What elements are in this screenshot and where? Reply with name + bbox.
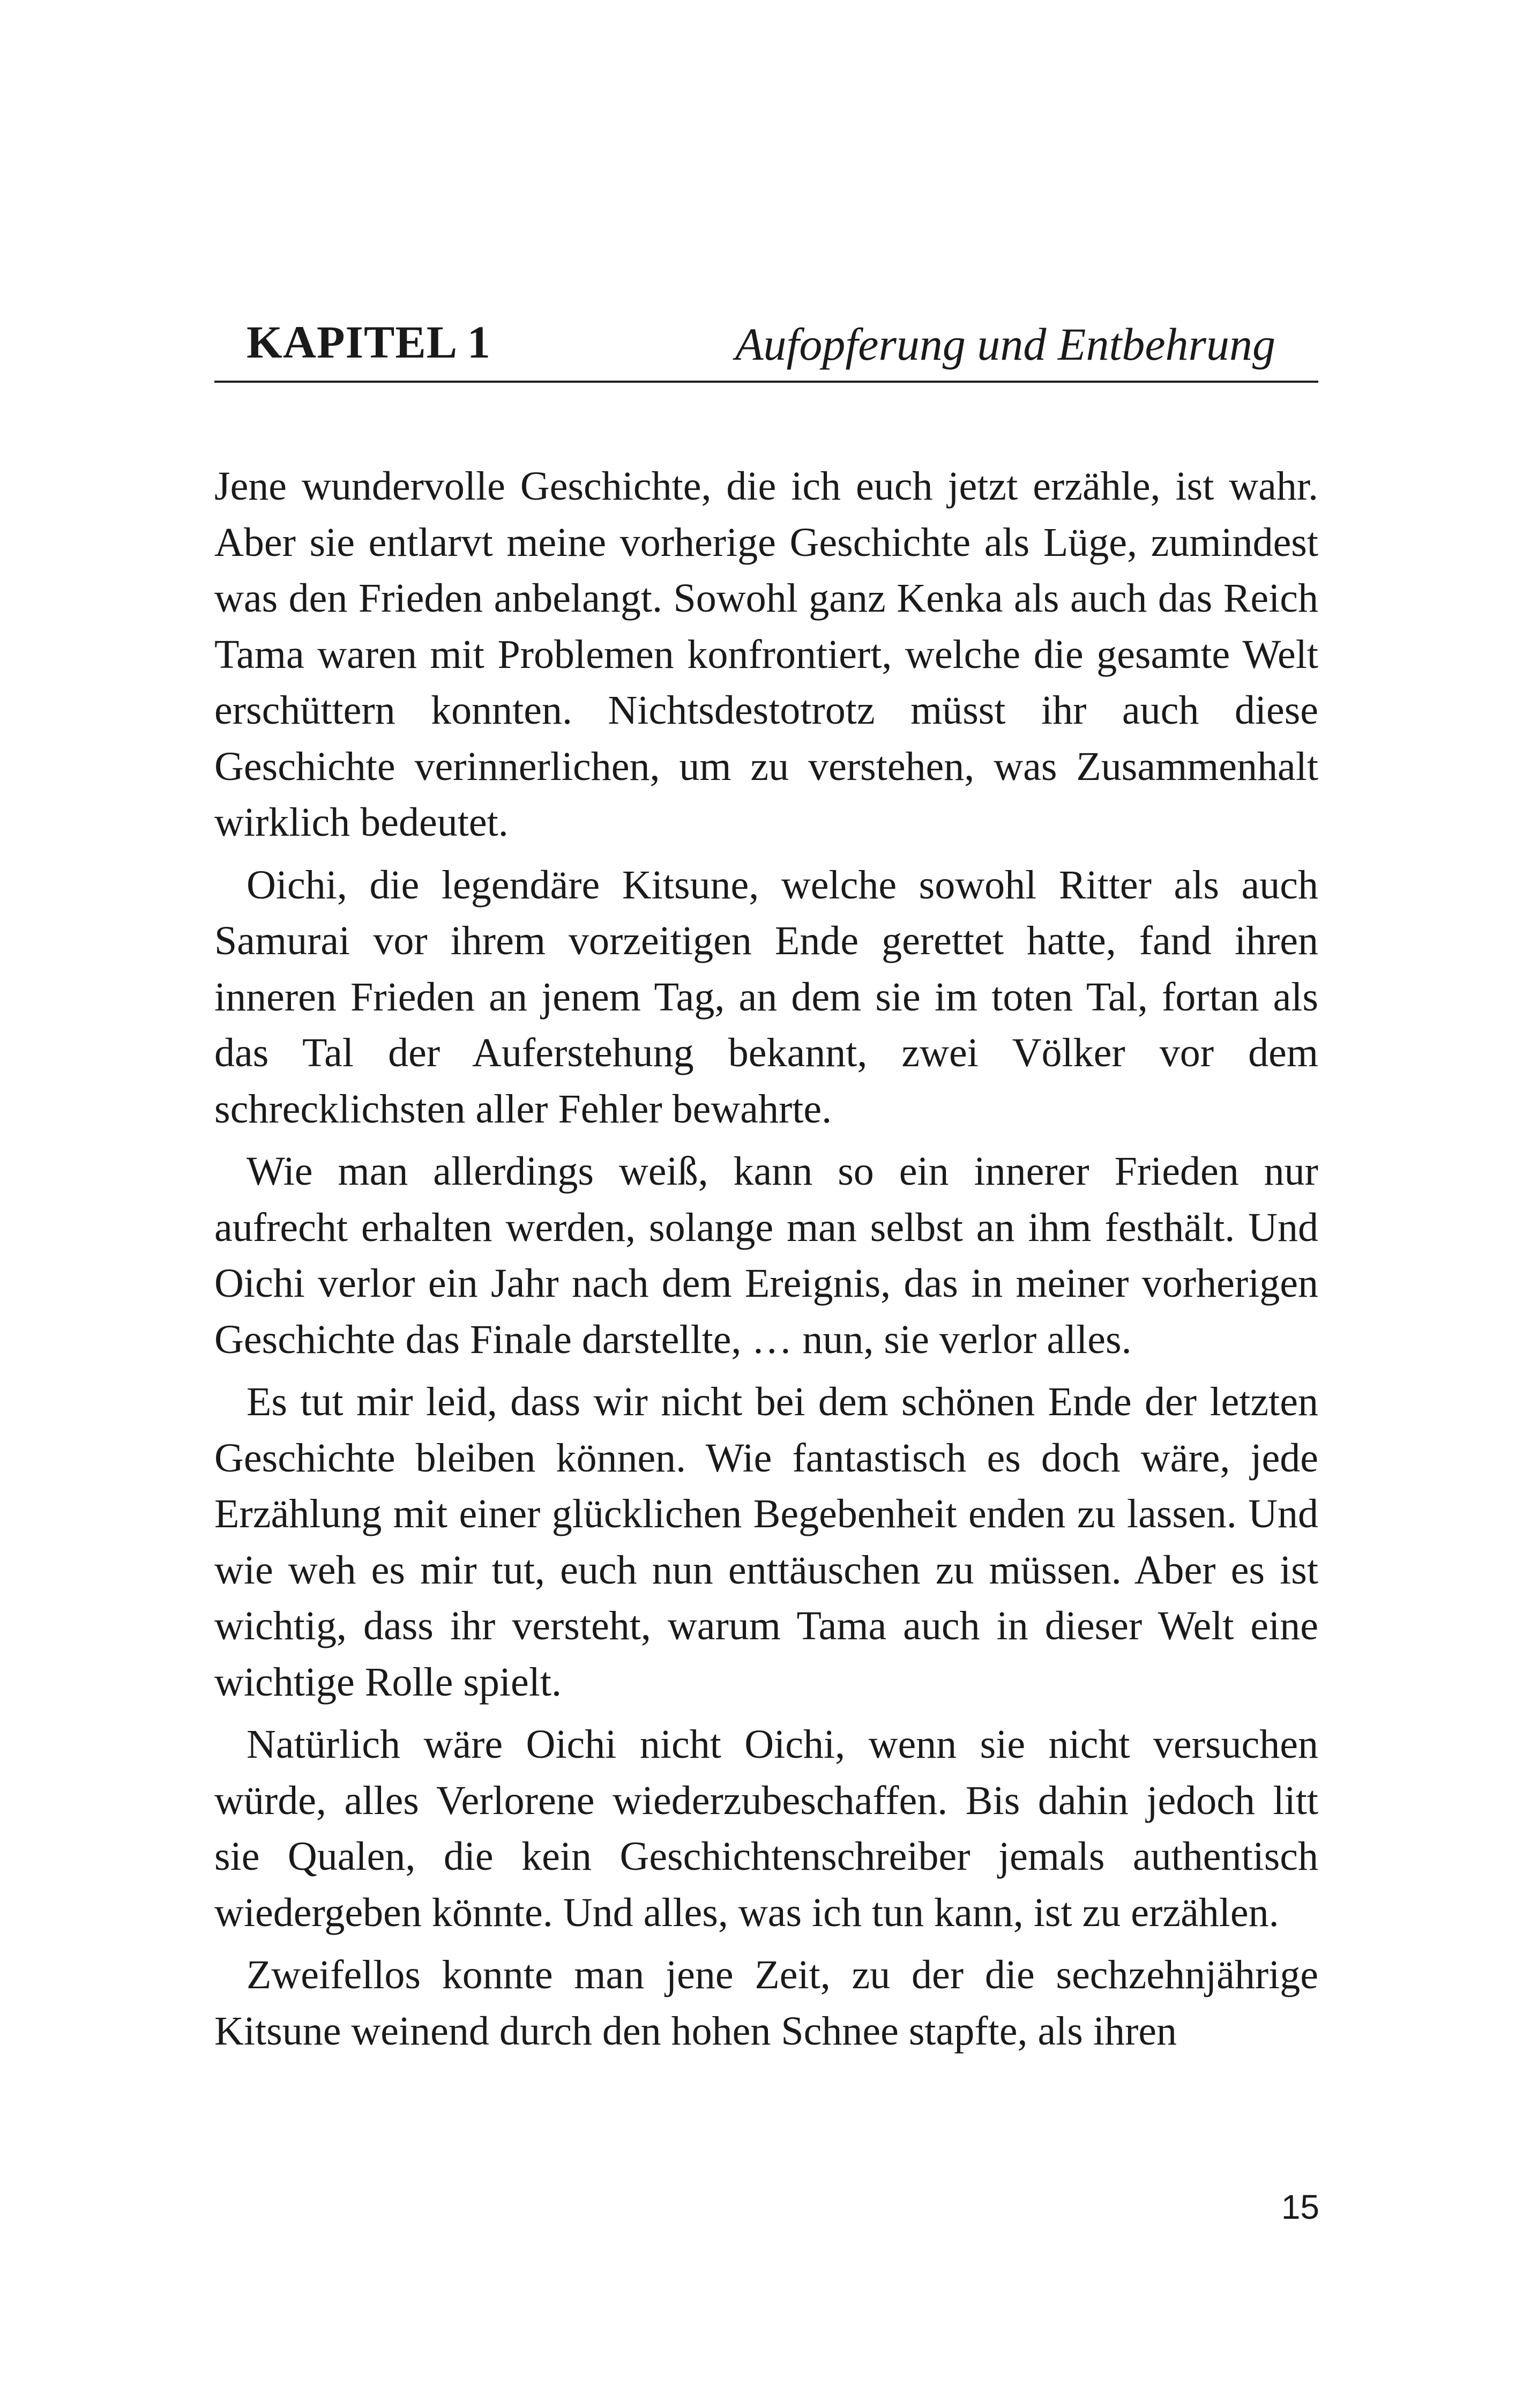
paragraph: Es tut mir leid, dass wir nicht bei dem schönen Ende der letzten Geschichte bleiben können. Wie fantastisch es doch wäre, jede Erzählung mit einer glücklichen Begebenheit enden zu lassen. Und wie weh es mir tut, euch nun enttäuschen zu müssen. Aber es ist wichtig, dass ihr versteht, warum Tama auch in dieser Welt eine wichtige Rolle spielt. xyxy=(214,1379,1318,1705)
paragraph: Wie man allerdings weiß, kann so ein innerer Frieden nur aufrecht erhalten werden, solange man selbst an ihm festhält. Und Oichi verlor ein Jahr nach dem Ereignis, das in meiner vorherigen Geschichte das Finale darstellte, … nun, sie verlor alles. xyxy=(214,1149,1318,1362)
chapter-title: Aufopferung und Entbehrung xyxy=(735,318,1275,370)
paragraph: Oichi, die legendäre Kitsune, welche sowohl Ritter als auch Samurai vor ihrem vorzeitigen Ende gerettet hatte, fand ihren inneren Frieden an jenem Tag, an dem sie im toten Tal, fortan als das Tal der Auferstehung bekannt, zwei Völker vor dem schrecklichsten aller Fehler bewahrte. xyxy=(214,862,1318,1132)
paragraph: Natürlich wäre Oichi nicht Oichi, wenn sie nicht versuchen würde, alles Verlorene wiederzubeschaffen. Bis dahin jedoch litt sie Qualen, die kein Geschichtenschreiber jemals authentisch wiedergeben könnte. Und alles, was ich tun kann, ist zu erzählen. xyxy=(214,1722,1318,1935)
body-text xyxy=(214,458,1318,2059)
page-number: 15 xyxy=(1281,2188,1319,2226)
chapter-label: KAPITEL 1 xyxy=(247,316,491,368)
paragraph: Jene wundervolle Geschichte, die ich euch jetzt erzähle, ist wahr. Aber sie entlarvt meine vorherige Geschichte als Lüge, zumindest was den Frieden anbelangt. Sowohl ganz Kenka als auch das Reich Tama waren mit Problemen konfrontiert, welche die gesamte Welt erschüttern konnten. Nichtsdestotrotz müsst ihr auch diese Geschichte verinnerlichen, um zu verstehen, was Zusammenhalt wirklich bedeutet. xyxy=(214,464,1318,845)
paragraph: Zweifellos konnte man jene Zeit, zu der die sechzehnjährige Kitsune weinend durch den hohen Schnee stapfte, als ihren xyxy=(214,1952,1318,2054)
running-header xyxy=(214,311,1318,383)
